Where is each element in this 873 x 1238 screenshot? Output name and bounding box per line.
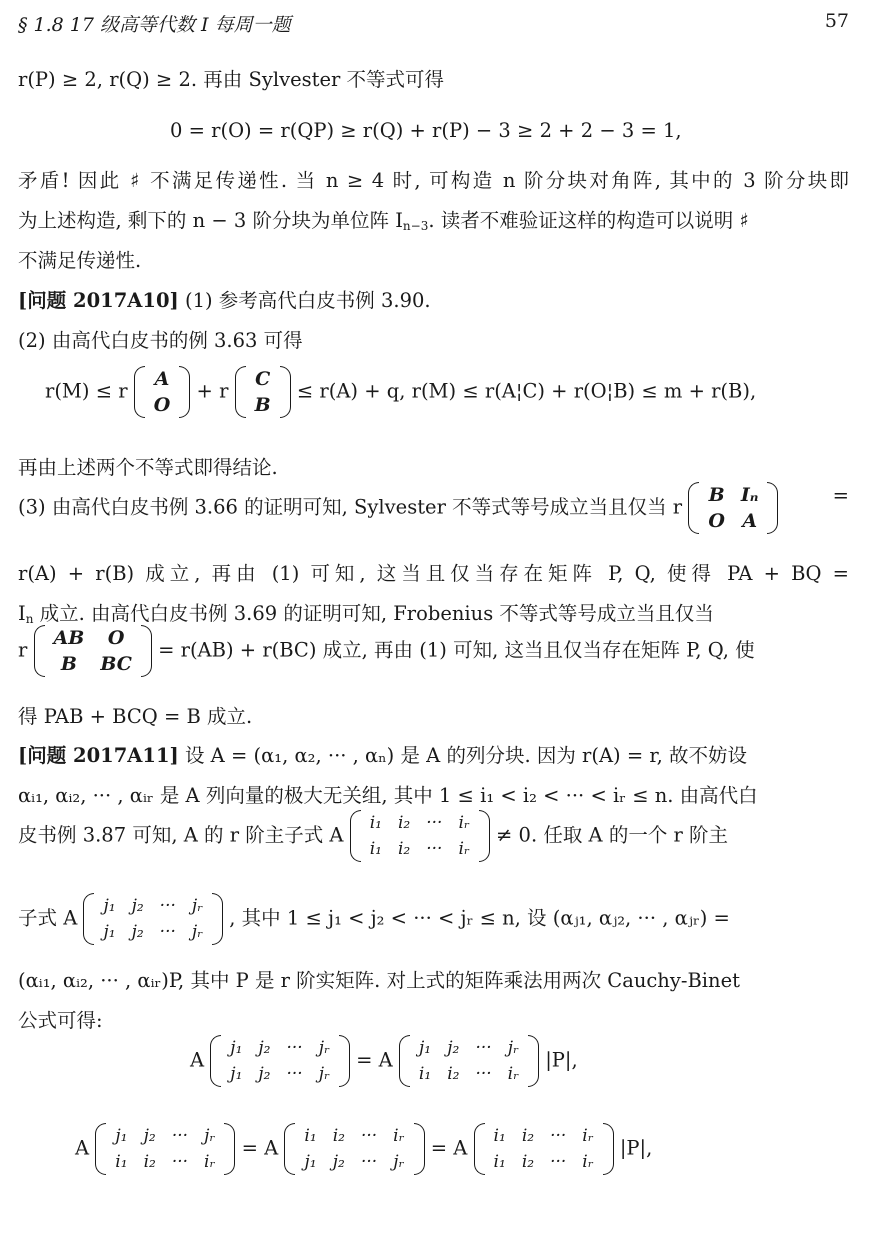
matrix-entry: B xyxy=(60,653,77,675)
matrix-entry: BC xyxy=(100,653,132,675)
text-line: r(P) ≥ 2, r(Q) ≥ 2. 再由 Sylvester 不等式可得 xyxy=(18,68,445,91)
matrix-entry: ··· xyxy=(360,1152,378,1172)
text-line: $I_n$ 成立. 由高代白皮书例 3.69 的证明可知, Frobenius 不等式等号成立当且仅当 xyxy=(18,602,714,626)
matrix-entry: Iₙ xyxy=(740,484,759,506)
matrix xyxy=(134,366,191,418)
matrix-entry: ··· xyxy=(550,1152,567,1172)
matrix-entry: i₁ xyxy=(493,1152,506,1172)
matrix-entry: iᵣ xyxy=(582,1152,594,1172)
matrix-entry: jᵣ xyxy=(318,1064,330,1084)
matrix-entry: i₁ xyxy=(304,1126,317,1146)
page-header xyxy=(18,10,849,37)
problem-label: [问题 2017A10] xyxy=(18,289,179,312)
matrix-entry: ··· xyxy=(426,839,443,859)
matrix-entry: O xyxy=(107,627,125,649)
matrix-entry: C xyxy=(255,368,271,390)
matrix-entry: ··· xyxy=(286,1038,303,1058)
matrix xyxy=(34,625,152,677)
matrix-entry: iᵣ xyxy=(582,1126,594,1146)
matrix-entry: ··· xyxy=(475,1038,492,1058)
matrix-entry: j₁ xyxy=(304,1152,317,1172)
text-line: (αᵢ₁, αᵢ₂, ··· , αᵢᵣ)P, 其中 P 是 r 阶实矩阵. 对上式的矩阵乘法用两次 Cauchy-Binet xyxy=(18,969,740,992)
matrix xyxy=(284,1123,424,1175)
matrix-entry: iᵣ xyxy=(458,839,470,859)
text-line: r(A) + r(B) 成立, 再由 (1) 可知, 这当且仅当存在矩阵 P, Q, 使得 PA + BQ = xyxy=(18,562,849,585)
matrix xyxy=(688,482,778,534)
text-line: 不满足传递性. xyxy=(18,249,142,272)
matrix-entry: j₁ xyxy=(419,1038,432,1058)
text-line: 子式 A j₁ j₂ ··· jᵣ j₁ j₂ ··· jᵣ , 其中 1 ≤ j₁ < j₂ < ··· < jᵣ ≤ n, 设 (αⱼ₁, αⱼ₂, ··· , αⱼᵣ) = xyxy=(18,893,849,945)
text-line: 矛盾! 因此 ♯ 不满足传递性. 当 n ≥ 4 时, 可构造 n 阶分块对角阵, 其中的 3 阶分块即 xyxy=(18,169,849,192)
matrix-entry: i₁ xyxy=(493,1126,506,1146)
matrix-entry: ··· xyxy=(426,813,443,833)
text-line: 为上述构造, 剩下的 n − 3 阶分块为单位阵 $I_{n-3}$. 读者不难验证这样的构造可以说明 ♯ xyxy=(18,209,749,233)
matrix xyxy=(83,893,223,945)
matrix-entry: O xyxy=(153,394,171,416)
matrix-entry: jᵣ xyxy=(318,1038,330,1058)
matrix-entry: j₂ xyxy=(258,1064,271,1084)
matrix-entry: i₂ xyxy=(447,1064,460,1084)
equation: A j₁ j₂ ··· jᵣ j₁ j₂ ··· jᵣ = A j₁ j₂ ··· jᵣ i₁ i₂ ··· iᵣ |P|, xyxy=(190,1035,578,1087)
matrix xyxy=(95,1123,235,1175)
matrix-entry: j₂ xyxy=(131,922,144,942)
matrix-entry: j₂ xyxy=(258,1038,271,1058)
matrix-entry: ··· xyxy=(286,1064,303,1084)
matrix-entry: i₁ xyxy=(369,839,382,859)
matrix-entry: ··· xyxy=(159,896,176,916)
matrix-entry: i₂ xyxy=(332,1126,345,1146)
matrix-entry: ··· xyxy=(171,1152,189,1172)
matrix-entry: ··· xyxy=(171,1126,189,1146)
matrix-entry: j₁ xyxy=(230,1064,243,1084)
matrix-entry: i₂ xyxy=(143,1152,156,1172)
matrix-entry: j₂ xyxy=(143,1126,156,1146)
matrix-entry: j₁ xyxy=(103,896,116,916)
problem-label: [问题 2017A11] xyxy=(18,744,179,767)
matrix xyxy=(474,1123,614,1175)
matrix-entry: i₁ xyxy=(369,813,382,833)
matrix-entry: iᵣ xyxy=(393,1126,405,1146)
matrix-entry: ··· xyxy=(360,1126,378,1146)
problem-line: [问题 2017A10] (1) 参考高代白皮书例 3.90. xyxy=(18,289,431,312)
matrix-entry: i₁ xyxy=(418,1064,432,1084)
matrix-entry: j₂ xyxy=(447,1038,460,1058)
text-line: 皮书例 3.87 可知, A 的 r 阶主子式 A i₁ i₂ ··· iᵣ i₁ i₂ ··· iᵣ ≠ 0. 任取 A 的一个 r 阶主 xyxy=(18,810,849,862)
matrix-entry: A xyxy=(154,368,170,390)
equation: A j₁ j₂ ··· jᵣ i₁ i₂ ··· iᵣ = A i₁ i₂ ··· iᵣ j₁ j₂ ··· jᵣ = A i₁ i₂ ··· iᵣ i₁ i₂ ··· iᵣ |P|, xyxy=(75,1123,652,1175)
matrix-entry: j₁ xyxy=(230,1038,243,1058)
matrix-entry: jᵣ xyxy=(191,896,204,916)
matrix-entry: B xyxy=(708,484,725,506)
matrix-entry: jᵣ xyxy=(393,1152,405,1172)
page-number: 57 xyxy=(824,10,849,32)
section-title: § 1.8 17 级高等代数 I 每周一题 xyxy=(18,14,291,36)
matrix-entry: i₂ xyxy=(397,813,411,833)
matrix-entry: j₁ xyxy=(103,922,116,942)
text-line: (3) 由高代白皮书例 3.66 的证明可知, Sylvester 不等式等号成立当且仅当 r B Iₙ O A = xyxy=(18,484,849,532)
matrix xyxy=(235,366,291,418)
matrix-entry: i₂ xyxy=(397,839,411,859)
text-line: αᵢ₁, αᵢ₂, ··· , αᵢᵣ 是 A 列向量的极大无关组, 其中 1 ≤ i₁ < i₂ < ··· < iᵣ ≤ n. 由高代白 xyxy=(18,784,758,807)
matrix-entry: iᵣ xyxy=(458,813,470,833)
matrix-entry: iᵣ xyxy=(507,1064,520,1084)
text-line: (2) 由高代白皮书的例 3.63 可得 xyxy=(18,329,303,352)
matrix-entry: i₂ xyxy=(521,1126,535,1146)
matrix-entry: AB xyxy=(53,627,85,649)
matrix-entry: i₂ xyxy=(521,1152,535,1172)
matrix-entry: O xyxy=(708,510,725,532)
matrix-entry: j₁ xyxy=(115,1126,128,1146)
matrix-entry: j₂ xyxy=(332,1152,345,1172)
matrix-entry: ··· xyxy=(159,922,176,942)
matrix xyxy=(399,1035,539,1087)
matrix-entry: ··· xyxy=(475,1064,492,1084)
text-line: 得 PAB + BCQ = B 成立. xyxy=(18,705,253,728)
matrix-entry: A xyxy=(742,510,758,532)
matrix xyxy=(210,1035,350,1087)
matrix xyxy=(350,810,490,862)
problem-line: [问题 2017A11] 设 A = (α₁, α₂, ··· , αₙ) 是 A 的列分块. 因为 r(A) = r, 故不妨设 xyxy=(18,744,747,767)
matrix-entry: jᵣ xyxy=(204,1126,216,1146)
matrix-entry: B xyxy=(254,394,271,416)
matrix-entry: jᵣ xyxy=(507,1038,519,1058)
text-line: 再由上述两个不等式即得结论. xyxy=(18,456,278,479)
matrix-entry: j₂ xyxy=(131,896,144,916)
matrix-entry: ··· xyxy=(550,1126,567,1146)
matrix-entry: iᵣ xyxy=(204,1152,216,1172)
matrix-entry: i₁ xyxy=(115,1152,128,1172)
equation: r(M) ≤ r A O + r C B ≤ r(A) + q, r(M) ≤ r(A¦C) + r(O¦B) ≤ m + r(B), xyxy=(45,368,757,416)
equation: 0 = r(O) = r(QP) ≥ r(Q) + r(P) − 3 ≥ 2 + 2 − 3 = 1, xyxy=(170,119,682,142)
text-line: 公式可得: xyxy=(18,1009,103,1032)
text-line: r AB O B BC = r(AB) + r(BC) 成立, 再由 (1) 可知, 这当且仅当存在矩阵 P, Q, 使 xyxy=(18,627,755,675)
matrix-entry: jᵣ xyxy=(191,922,204,942)
